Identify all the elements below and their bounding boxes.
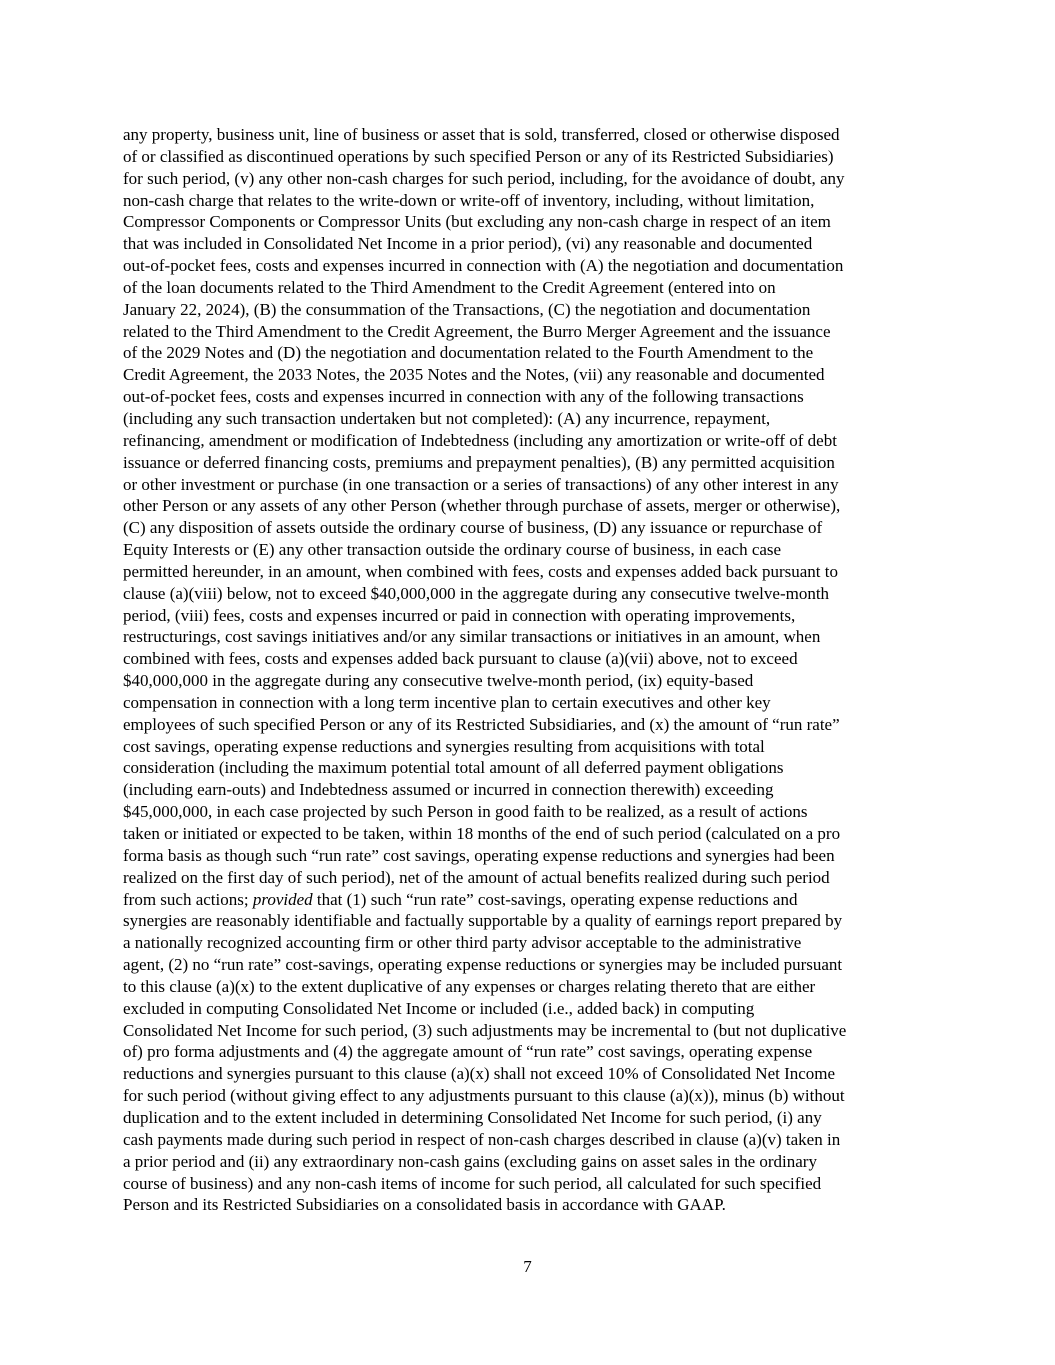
paragraph-line: duplication and to the extent included in determining Consolidated Net Income for such period, (i) any (123, 1107, 822, 1127)
paragraph-line: of or classified as discontinued operations by such specified Person or any of its Restricted Subsidiaries) (123, 146, 834, 166)
paragraph-line: clause (a)(viii) below, not to exceed $40,000,000 in the aggregate during any consecutive twelve-month (123, 583, 830, 603)
paragraph-line: (including earn-outs) and Indebtedness assumed or incurred in connection therewith) exceeding (123, 780, 774, 800)
page-number: 7 (523, 1257, 532, 1276)
paragraph-line: Compressor Components or Compressor Units (but excluding any non-cash charge in respect of an item (123, 212, 831, 232)
paragraph-line: out-of-pocket fees, costs and expenses incurred in connection with (A) the negotiation and documentation (123, 256, 844, 276)
paragraph-line: related to the Third Amendment to the Credit Agreement, the Burro Merger Agreement and the issuance (123, 321, 831, 341)
paragraph-line: synergies are reasonably identifiable and factually supportable by a quality of earnings report prepared by (123, 911, 843, 931)
paragraph-line: Equity Interests or (E) any other transaction outside the ordinary course of business, in each case (123, 540, 782, 560)
paragraph-line: $45,000,000, in each case projected by such Person in good faith to be realized, as a result of actions (123, 802, 808, 822)
paragraph-line: out-of-pocket fees, costs and expenses incurred in connection with any of the following transactions (123, 387, 804, 407)
paragraph-line: compensation in connection with a long term incentive plan to certain executives and other key (123, 692, 771, 712)
paragraph-line: course of business) and any non-cash items of income for such period, all calculated for such specified (123, 1173, 822, 1193)
paragraph-line: of the 2029 Notes and (D) the negotiation and documentation related to the Fourth Amendment to the (123, 343, 814, 363)
paragraph-line: any property, business unit, line of business or asset that is sold, transferred, closed or otherwise disposed (123, 125, 840, 144)
paragraph-line: from such actions; provided that (1) such “run rate” cost-savings, operating expense reductions and (123, 889, 798, 909)
paragraph-line: a nationally recognized accounting firm or other third party advisor acceptable to the administrative (123, 933, 802, 953)
paragraph-line: reductions and synergies pursuant to this clause (a)(x) shall not exceed 10% of Consolidated Net Income (123, 1064, 836, 1084)
paragraph-line: Person and its Restricted Subsidiaries on a consolidated basis in accordance with GAAP. (123, 1195, 726, 1215)
paragraph-line: of the loan documents related to the Third Amendment to the Credit Agreement (entered into on (123, 277, 776, 297)
paragraph-line: other Person or any assets of any other Person (whether through purchase of assets, merger or otherwise), (123, 496, 841, 516)
paragraph-line: period, (viii) fees, costs and expenses incurred or paid in connection with operating improvements, (123, 605, 796, 625)
paragraph-line: non-cash charge that relates to the write-down or write-off of inventory, including, without limitation, (123, 190, 815, 210)
paragraph-line: excluded in computing Consolidated Net Income or included (i.e., added back) in computing (123, 998, 755, 1018)
paragraph-line: restructurings, cost savings initiatives and/or any similar transactions or initiatives in an amount, when (123, 627, 821, 647)
paragraph-line: Consolidated Net Income for such period, (3) such adjustments may be incremental to (but not duplicative (123, 1020, 847, 1040)
paragraph-line: refinancing, amendment or modification of Indebtedness (including any amortization or write-off of debt (123, 430, 837, 450)
paragraph-line: $40,000,000 in the aggregate during any consecutive twelve-month period, (ix) equity-based (123, 671, 754, 691)
paragraph-line: employees of such specified Person or any of its Restricted Subsidiaries, and (x) the amount of “run rate” (123, 714, 840, 734)
paragraph-line: (C) any disposition of assets outside the ordinary course of business, (D) any issuance or repurchase of (123, 518, 823, 538)
paragraph-line: that was included in Consolidated Net Income in a prior period), (vi) any reasonable and documented (123, 234, 813, 254)
paragraph-line: (including any such transaction undertaken but not completed): (A) any incurrence, repayment, (123, 408, 771, 428)
paragraph-line: or other investment or purchase (in one transaction or a series of transactions) of any other interest in any (123, 474, 839, 494)
paragraph-line: for such period, (v) any other non-cash charges for such period, including, for the avoidance of doubt, any (123, 168, 845, 188)
paragraph-line: consideration (including the maximum potential total amount of all deferred payment obligations (123, 758, 784, 778)
paragraph-line: taken or initiated or expected to be taken, within 18 months of the end of such period (calculated on a pro (123, 824, 841, 843)
paragraph (123, 124, 943, 1216)
paragraph-line: Credit Agreement, the 2033 Notes, the 2035 Notes and the Notes, (vii) any reasonable and documented (123, 365, 825, 385)
paragraph-line: to this clause (a)(x) to the extent duplicative of any expenses or charges relating thereto that are either (123, 976, 816, 996)
paragraph-line: for such period (without giving effect to any adjustments pursuant to this clause (a)(x)), minus (b) without (123, 1086, 845, 1106)
italic-term: provided (252, 889, 313, 909)
paragraph-line: permitted hereunder, in an amount, when combined with fees, costs and expenses added back pursuant to (123, 561, 838, 581)
paragraph-line: of) pro forma adjustments and (4) the aggregate amount of “run rate” cost savings, operating expense (123, 1042, 813, 1062)
paragraph-line: issuance or deferred financing costs, premiums and prepayment penalties), (B) any permitted acquisition (123, 452, 835, 472)
paragraph-line: cash payments made during such period in respect of non-cash charges described in clause (a)(v) taken in (123, 1129, 841, 1149)
paragraph-line: January 22, 2024), (B) the consummation of the Transactions, (C) the negotiation and documentation (123, 299, 811, 319)
paragraph-line: combined with fees, costs and expenses added back pursuant to clause (a)(vii) above, not to exceed (123, 649, 798, 669)
paragraph-line: forma basis as though such “run rate” cost savings, operating expense reductions and synergies had been (123, 845, 835, 865)
paragraph-line: cost savings, operating expense reductions and synergies resulting from acquisitions with total (123, 736, 765, 756)
paragraph-line: agent, (2) no “run rate” cost-savings, operating expense reductions or synergies may be included pursuant (123, 955, 843, 975)
paragraph-line: realized on the first day of such period), net of the amount of actual benefits realized during such period (123, 867, 830, 887)
paragraph-line: a prior period and (ii) any extraordinary non-cash gains (excluding gains on asset sales in the ordinary (123, 1151, 817, 1171)
